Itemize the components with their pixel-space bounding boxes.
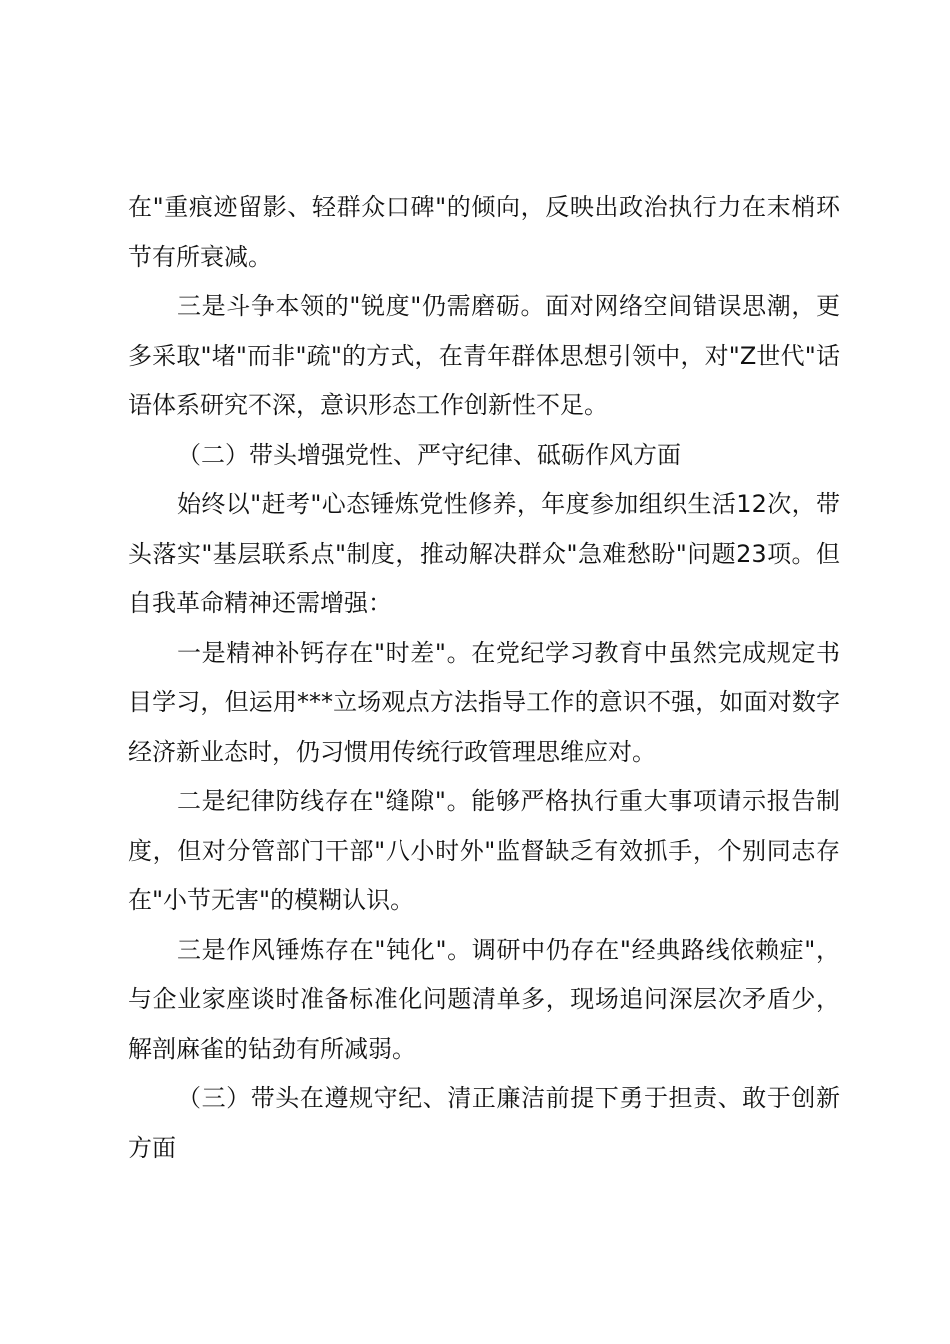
paragraph-2: 三是斗争本领的"锐度"仍需磨砺。面对网络空间错误思潮，更多采取"堵"而非"疏"的方式，在青年群体思想引领中，对"Z世代"话语体系研究不深，意识形态工作创新性不足。 <box>128 292 840 419</box>
section-heading-3: （三）带头在遵规守纪、清正廉洁前提下勇于担责、敢于创新方面 <box>128 1084 840 1162</box>
section-heading-2: （二）带头增强党性、严守纪律、砥砺作风方面 <box>177 440 681 469</box>
paragraph-4: 始终以"赶考"心态锤炼党性修养，年度参加组织生活12次，带头落实"基层联系点"制度，推动解决群众"急难愁盼"问题23项。但自我革命精神还需增强： <box>128 490 840 617</box>
paragraph-7: 三是作风锤炼存在"钝化"。调研中仍存在"经典路线依赖症"，与企业家座谈时准备标准化问题清单多，现场追问深层次矛盾少，解剖麻雀的钻劲有所减弱。 <box>128 935 840 1063</box>
paragraph-6: 二是纪律防线存在"缝隙"。能够严格执行重大事项请示报告制度，但对分管部门干部"八小时外"监督缺乏有效抓手，个别同志存在"小节无害"的模糊认识。 <box>128 787 840 914</box>
document-body <box>128 183 840 1173</box>
paragraph-1: 在"重痕迹留影、轻群众口碑"的倾向，反映出政治执行力在末梢环节有所衰减。 <box>128 193 840 271</box>
paragraph-5: 一是精神补钙存在"时差"。在党纪学习教育中虽然完成规定书目学习，但运用***立场观点方法指导工作的意识不强，如面对数字经济新业态时，仍习惯用传统行政管理思维应对。 <box>128 638 840 766</box>
